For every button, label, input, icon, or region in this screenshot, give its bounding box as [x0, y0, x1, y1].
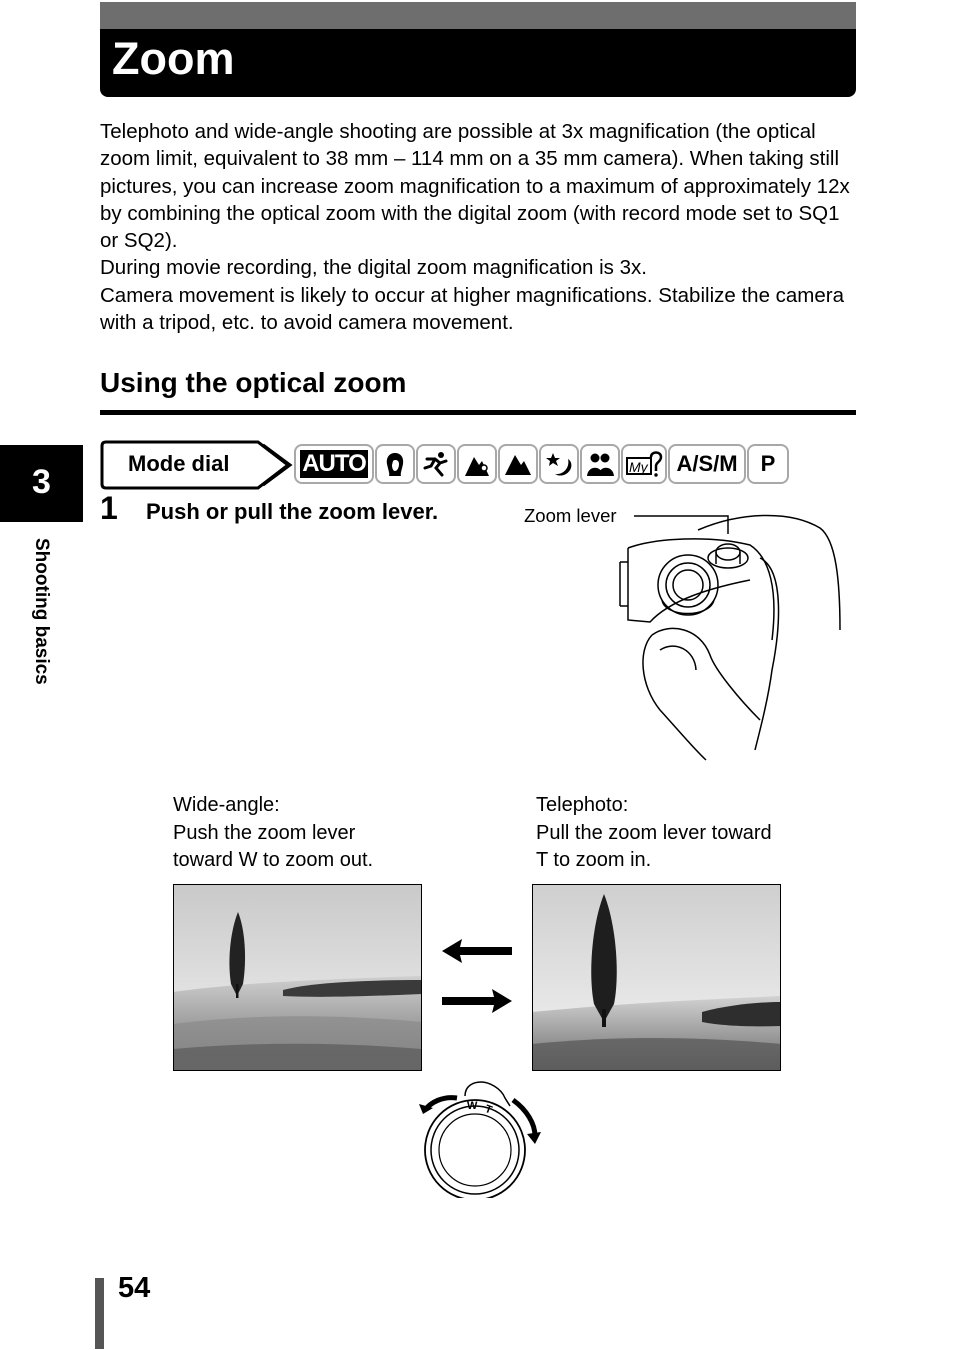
wide-angle-title: Wide-angle: — [173, 794, 280, 816]
svg-text:My: My — [629, 459, 648, 475]
mode-p-label: P — [760, 451, 776, 476]
mode-sports — [416, 444, 456, 484]
step-number: 1 — [100, 490, 118, 526]
page-number-bar — [95, 1278, 104, 1349]
landscape-icon — [503, 449, 533, 479]
mode-dial-label: Mode dial — [128, 451, 230, 476]
mode-p — [747, 444, 789, 484]
dial-w-label: W — [467, 1100, 478, 1112]
telephoto-photo — [532, 884, 781, 1071]
title-bar — [100, 2, 856, 97]
title-bar-top-strip — [100, 2, 856, 29]
mode-auto-label: AUTO — [302, 450, 366, 477]
sports-icon — [421, 449, 451, 479]
dial-t-label: T — [483, 1102, 494, 1117]
telephoto-line-1: Pull the zoom lever toward — [536, 821, 772, 844]
intro-paragraph-2: During movie recording, the digital zoom magnification is 3x. — [100, 256, 647, 280]
zoom-lever-dial-diagram — [415, 1078, 545, 1198]
intro-paragraph-3: Camera movement is likely to occur at higher magnifications. Stabilize the camera with a tripod, etc. to avoid camera movement. — [100, 283, 845, 335]
step-instruction: Push or pull the zoom lever. — [146, 499, 439, 524]
chapter-number: 3 — [32, 463, 51, 501]
intro-text — [100, 118, 860, 336]
wide-angle-photo — [173, 884, 422, 1071]
page-number: 54 — [118, 1272, 151, 1304]
mode-portrait — [375, 444, 415, 484]
mode-auto — [294, 444, 374, 484]
arrow-left-icon — [442, 939, 512, 963]
self-portrait-icon — [585, 449, 615, 479]
tele-rotate-arrow-icon — [527, 1132, 541, 1144]
mode-night-scene — [539, 444, 579, 484]
hand-camera-illustration — [600, 500, 860, 770]
mode-landscape-portrait — [457, 444, 497, 484]
night-scene-icon — [544, 449, 574, 479]
zoom-direction-arrows — [438, 935, 516, 1017]
mode-my-mode — [621, 444, 667, 484]
telephoto-line-2: T to zoom in. — [536, 849, 652, 871]
mode-dial-strip — [100, 439, 800, 491]
page-title: Zoom — [112, 33, 235, 84]
section-heading: Using the optical zoom — [100, 367, 407, 398]
wide-angle-line-1: Push the zoom lever — [173, 821, 356, 844]
mode-landscape — [498, 444, 538, 484]
mode-asm — [668, 444, 746, 484]
wide-angle-line-2: toward W to zoom out. — [173, 849, 374, 871]
wide-angle-caption — [173, 792, 473, 875]
mode-self-portrait — [580, 444, 620, 484]
section-rule — [100, 410, 856, 415]
mode-asm-label: A/S/M — [676, 451, 738, 476]
landscape-portrait-icon — [462, 449, 492, 479]
portrait-icon — [380, 449, 410, 479]
arrow-right-icon — [442, 989, 512, 1013]
zoom-lever-callout: Zoom lever — [524, 505, 617, 526]
chapter-label: Shooting basics — [31, 538, 52, 685]
telephoto-title: Telephoto: — [536, 794, 629, 816]
telephoto-caption — [536, 792, 836, 875]
intro-paragraph-1: Telephoto and wide-angle shooting are possible at 3x magnification (the optical zoom limit, equivalent to 38 mm – 114 mm on a 35 mm camera). When taking still pictures, you can increase zoom magnification to a maximum of approximately 12x by combining the optical zoom with the digital zoom (with record mode set to SQ1 or SQ2). — [100, 120, 850, 253]
my-mode-icon — [625, 449, 663, 479]
